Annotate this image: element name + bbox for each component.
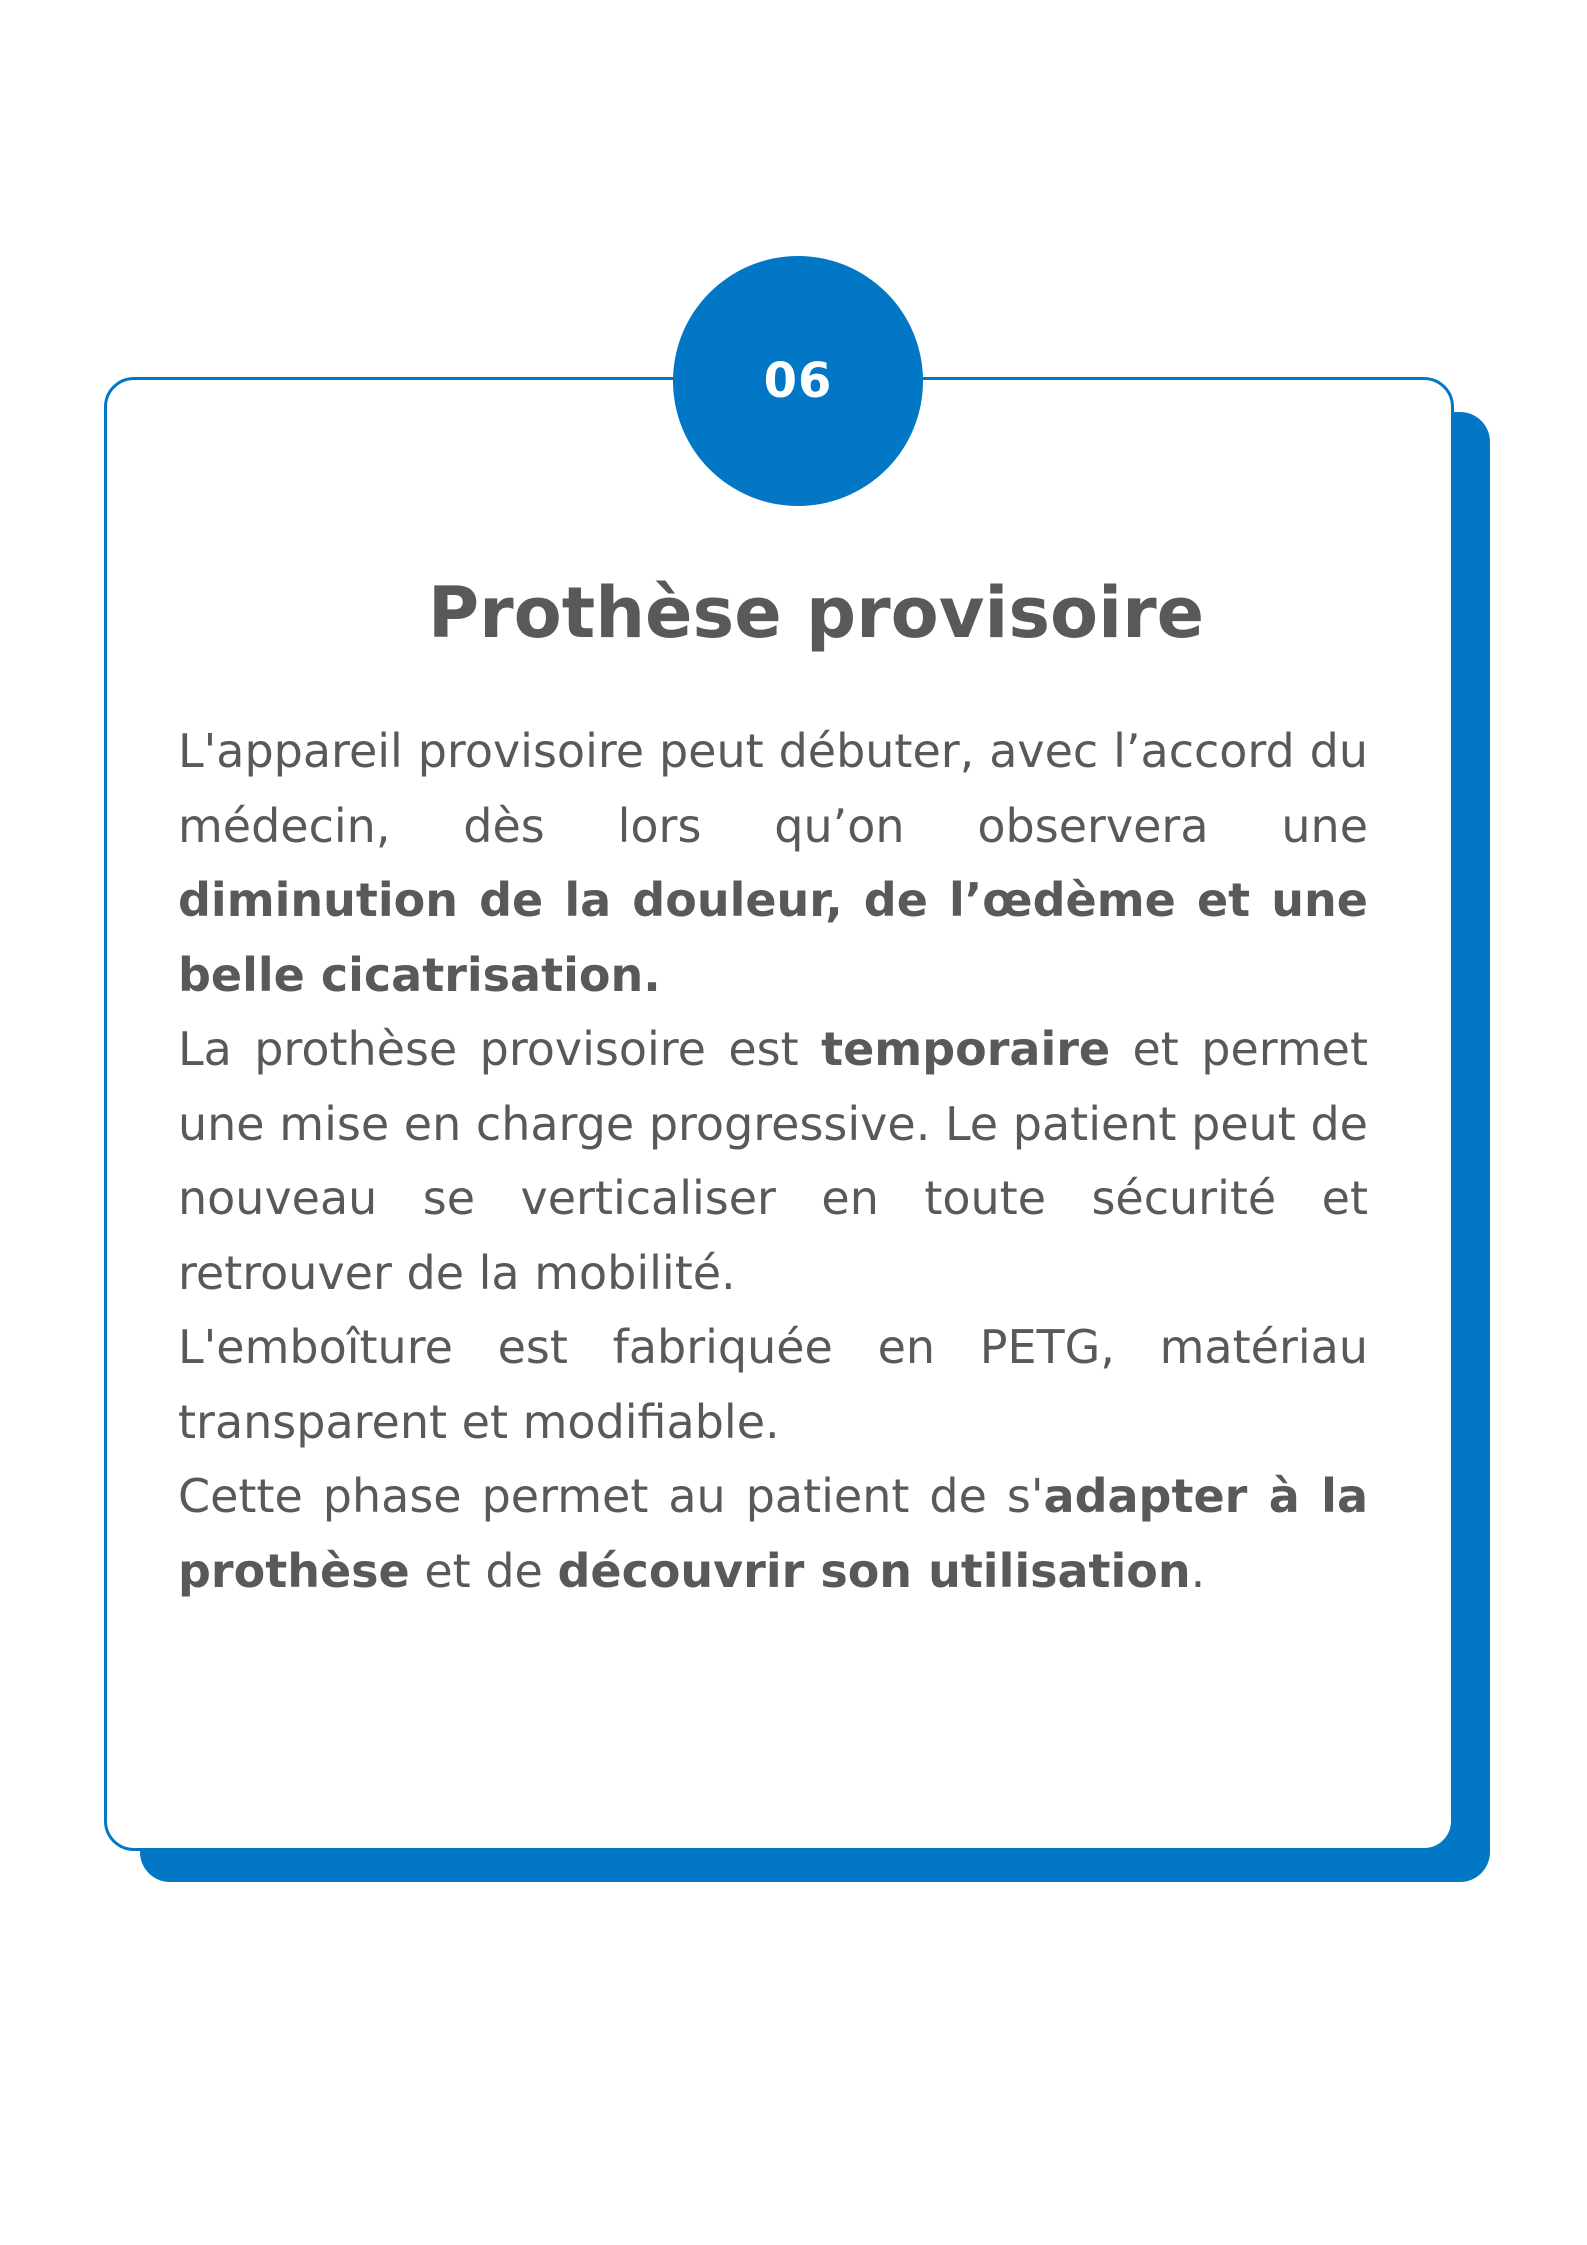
step-number: 06 [763,353,833,409]
paragraph-4 [178,1459,1368,1608]
paragraph-1-text: L'appareil provisoire peut débuter, avec l’accord du médecin, dès lors qu’on observera une [178,724,1368,853]
body-text [178,714,1368,1608]
paragraph-2-end: et permet une mise en charge progressive. Le patient peut de nouveau se verticaliser en toute sécurité et retrouver de la mobilité. [178,1022,1368,1300]
step-number-badge [673,256,923,506]
paragraph-2-start: La prothèse provisoire est [178,1022,822,1076]
paragraph-3-text: L'emboîture est fabriquée en PETG, matériau transparent et modifiable. [178,1320,1368,1449]
paragraph-2-emphasis: temporaire [821,1022,1111,1076]
paragraph-4-emphasis-1: adapter à la prothèse [178,1469,1368,1598]
paragraph-4-start: Cette phase permet au patient de s' [178,1469,1044,1523]
paragraph-4-emphasis-2: découvrir son utilisation [557,1543,1191,1598]
page-title: Prothèse provisoire [427,572,1205,654]
paragraph-1-emphasis: diminution de la douleur, de l’œdème et une belle cicatrisation. [178,873,1368,1002]
paragraph-1 [178,714,1368,1012]
paragraph-3 [178,1310,1368,1459]
paragraph-2 [178,1012,1368,1310]
paragraph-4-end: . [1190,1543,1206,1598]
paragraph-4-middle: et de [409,1543,558,1598]
